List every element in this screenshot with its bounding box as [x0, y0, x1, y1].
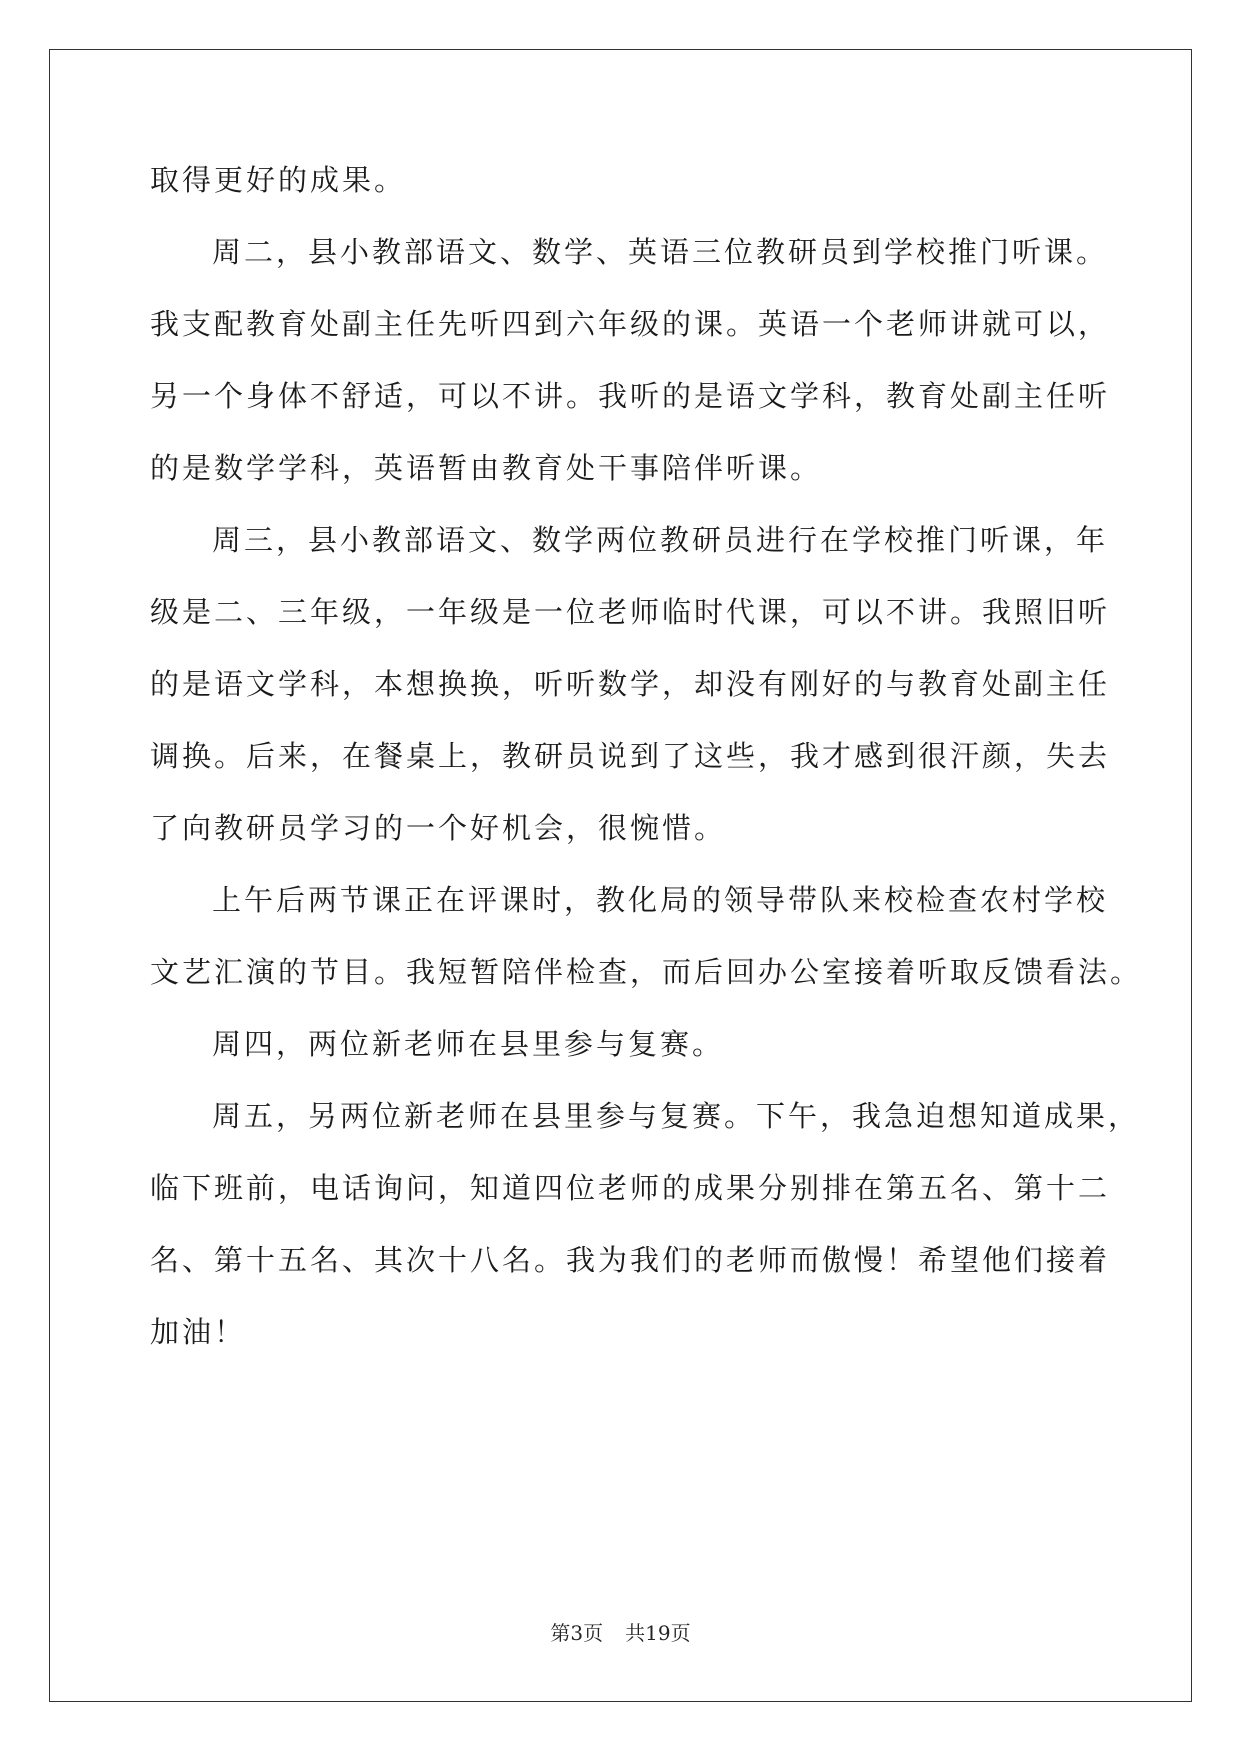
page-number: 第3页: [550, 1621, 604, 1645]
text-line: 加油！: [150, 1315, 247, 1349]
text-line: 另一个身体不舒适，可以不讲。我听的是语文学科，教育处副主任听: [150, 379, 1111, 413]
page-total: 共19页: [625, 1621, 691, 1645]
text-line: 取得更好的成果。: [150, 163, 407, 197]
text-line: 的是数学学科，英语暂由教育处干事陪伴听课。: [150, 451, 823, 485]
text-line: 了向教研员学习的一个好机会，很惋惜。: [150, 811, 727, 845]
text-line: 文艺汇演的节目。我短暂陪伴检查，而后回办公室接着听取反馈看法。: [150, 955, 1143, 989]
paragraph-first-line: 周四，两位新老师在县里参与复赛。: [212, 1027, 725, 1061]
paragraph-first-line: 周二，县小教部语文、数学、英语三位教研员到学校推门听课。: [212, 235, 1109, 269]
text-line: 调换。后来，在餐桌上，教研员说到了这些，我才感到很汗颜，失去: [150, 739, 1111, 773]
paragraph-first-line: 周三，县小教部语文、数学两位教研员进行在学校推门听课，年: [212, 523, 1109, 557]
page-border: [49, 49, 1192, 1702]
text-line: 的是语文学科，本想换换，听听数学，却没有刚好的与教育处副主任: [150, 667, 1111, 701]
text-line: 级是二、三年级，一年级是一位老师临时代课，可以不讲。我照旧听: [150, 595, 1111, 629]
page-footer: [0, 1617, 1241, 1646]
text-line: 我支配教育处副主任先听四到六年级的课。英语一个老师讲就可以，: [150, 307, 1111, 341]
paragraph-first-line: 上午后两节课正在评课时，教化局的领导带队来校检查农村学校: [212, 883, 1109, 917]
paragraph-first-line: 周五，另两位新老师在县里参与复赛。下午，我急迫想知道成果，: [212, 1099, 1141, 1133]
text-line: 名、第十五名、其次十八名。我为我们的老师而傲慢！希望他们接着: [150, 1243, 1111, 1277]
text-line: 临下班前，电话询问，知道四位老师的成果分别排在第五名、第十二: [150, 1171, 1111, 1205]
